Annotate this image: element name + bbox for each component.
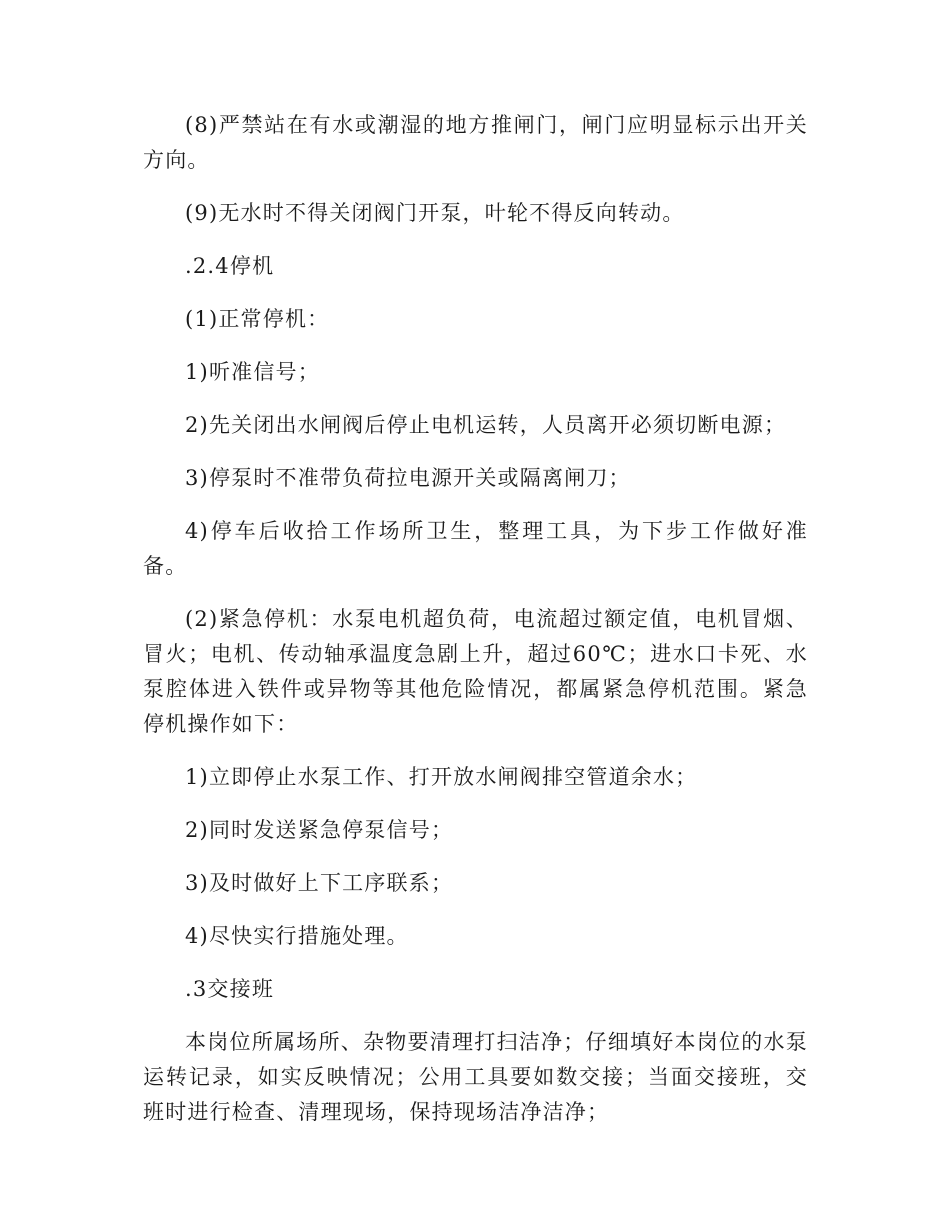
- list-item-emergency-3: 3)及时做好上下工序联系；: [185, 871, 454, 895]
- paragraph-rule-9: (9)无水时不得关闭阀门开泵，叶轮不得反向转动。: [185, 201, 685, 225]
- list-item-normal-2: 2)先关闭出水闸阀后停止电机运转，人员离开必须切断电源；: [185, 413, 787, 437]
- list-item-normal-3: 3)停泵时不准带负荷拉电源开关或隔离闸刀；: [185, 466, 631, 490]
- paragraph-normal-shutdown: (1)正常停机：: [185, 307, 330, 331]
- section-heading-handover: .3交接班: [185, 977, 275, 1001]
- list-item-emergency-2: 2)同时发送紧急停泵信号；: [185, 818, 454, 842]
- list-item-normal-4: 4)停车后收拾工作场所卫生，整理工具，为下步工作做好准备。: [143, 519, 808, 578]
- document-body: [143, 108, 808, 1148]
- paragraph-emergency-shutdown: (2)紧急停机：水泵电机超负荷，电流超过额定值，电机冒烟、冒火；电机、传动轴承温度急剧上升，超过60℃；进水口卡死、水泵腔体进入铁件或异物等其他危险情况，都属紧急停机范围。紧急停机操作如下：: [143, 607, 808, 736]
- paragraph-handover: 本岗位所属场所、杂物要清理打扫洁净；仔细填好本岗位的水泵运转记录，如实反映情况；公用工具要如数交接；当面交接班，交班时进行检查、清理现场，保持现场洁净洁净；: [143, 1030, 808, 1124]
- paragraph-rule-8: (8)严禁站在有水或潮湿的地方推闸门，闸门应明显标示出开关方向。: [143, 113, 808, 172]
- list-item-emergency-4: 4)尽快实行措施处理。: [185, 924, 409, 948]
- section-heading-shutdown: .2.4停机: [185, 254, 275, 278]
- list-item-normal-1: 1)听准信号；: [185, 360, 320, 384]
- list-item-emergency-1: 1)立即停止水泵工作、打开放水闸阀排空管道余水；: [185, 765, 698, 789]
